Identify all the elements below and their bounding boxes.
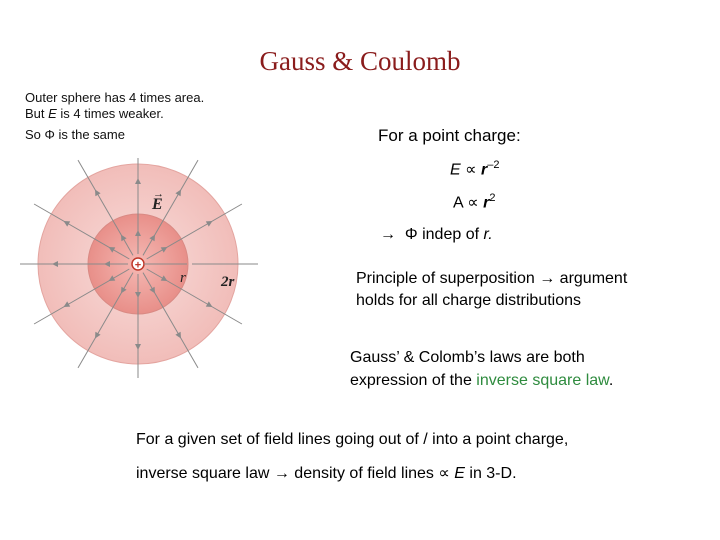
note-field-weaker-post: is 4 times weaker. <box>56 106 164 121</box>
charge-sign: + <box>134 259 142 272</box>
eq1-var: r <box>481 161 488 179</box>
eq2-exp: 2 <box>489 192 496 204</box>
inverse-square-post: . <box>608 372 614 389</box>
superposition-line-2: holds for all charge distributions <box>356 292 582 309</box>
note-flux-post: is the same <box>54 127 125 142</box>
eq2-lhs: A <box>453 194 463 212</box>
eq3-symbol: Φ <box>404 226 418 243</box>
note-flux-same <box>25 127 125 142</box>
note-flux-pre: So <box>25 127 45 142</box>
inverse-square-line-1: Gauss’ & Colomb’s laws are both <box>350 349 585 366</box>
field-lines-pre: inverse square law <box>136 465 274 482</box>
eq1-prop: ∝ <box>465 161 477 179</box>
note-field-weaker <box>25 106 164 121</box>
slide-title: Gauss & Coulomb <box>259 46 461 76</box>
eq3-text: indep of <box>417 226 484 243</box>
superposition-arrow: → <box>539 270 556 287</box>
superposition-post: argument <box>555 270 628 287</box>
inner-radius-label: r <box>180 270 186 286</box>
field-lines-line-2 <box>136 463 517 483</box>
note-area-ratio: Outer sphere has 4 times area. <box>25 90 205 105</box>
superposition-line-1 <box>356 270 627 288</box>
note-field-weaker-pre: But <box>25 106 49 121</box>
eq1-lhs: E <box>450 161 461 179</box>
inverse-square-line-2 <box>350 372 613 390</box>
eq1-exp: –2 <box>487 159 500 171</box>
field-vector-label: E <box>152 196 163 213</box>
superposition-pre: Principle of superposition <box>356 270 540 287</box>
note-field-symbol: E <box>48 106 57 121</box>
inverse-square-highlight: inverse square law <box>476 372 609 389</box>
field-vector-arrow: → <box>153 188 164 200</box>
eq2-prop: ∝ <box>467 194 479 212</box>
field-lines-mid: density of field lines <box>289 465 439 482</box>
point-charge-heading: For a point charge: <box>378 126 521 145</box>
field-lines-line-1: For a given set of field lines going out of / into a point charge, <box>136 431 569 448</box>
equation-field-proportional <box>450 159 500 179</box>
gauss-sphere-diagram <box>20 158 270 378</box>
inverse-square-pre: expression of the <box>350 372 477 389</box>
note-flux-symbol: Φ <box>44 127 55 142</box>
field-lines-post: in 3-D. <box>464 465 517 482</box>
eq2-var: r <box>483 194 490 212</box>
eq3-var: r. <box>483 226 493 243</box>
equation-area-proportional <box>453 192 496 212</box>
eq3-arrow: → <box>380 226 396 243</box>
field-lines-prop: ∝ <box>438 465 450 482</box>
field-lines-arrow: → <box>273 465 290 482</box>
field-lines-var: E <box>454 465 465 482</box>
outer-radius-label: 2r <box>221 274 235 290</box>
equation-flux-independent <box>380 226 493 244</box>
